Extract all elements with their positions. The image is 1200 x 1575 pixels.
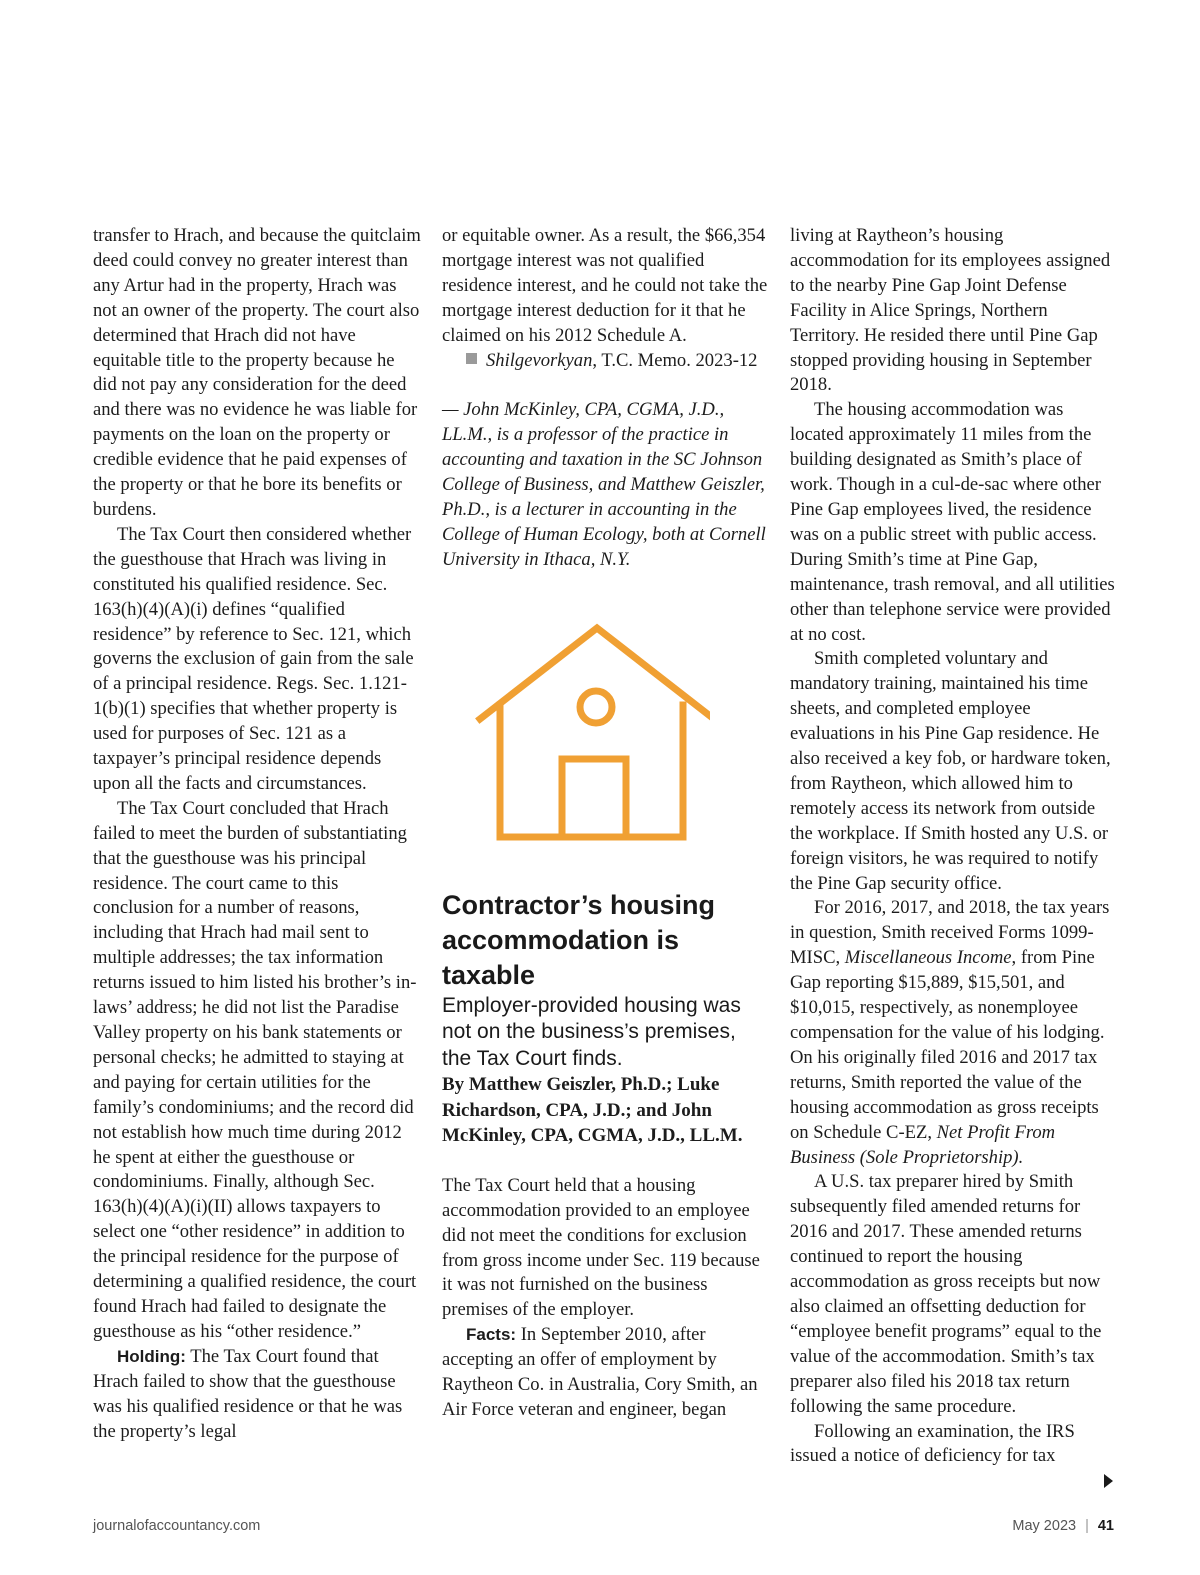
roof-line	[480, 628, 710, 719]
body-paragraph: Following an examination, the IRS issued a notice of deficiency for tax	[790, 1420, 1075, 1467]
facts-label: Facts:	[466, 1325, 517, 1345]
column-2	[442, 224, 770, 1423]
lead-paragraph: The Tax Court held that a housing accommodation provided to an employee did not meet the conditions for exclusion from gross income under Sec. 119 because it was not furnished on the business premises of the employer.	[442, 1174, 760, 1321]
page-number: 41	[1097, 1518, 1114, 1534]
footer-website: journalofaccountancy.com	[93, 1518, 261, 1534]
article-dek: Employer-provided housing was not on the business’s premises, the Tax Court finds.	[442, 993, 741, 1070]
paragraph-text: , from Pine Gap reporting $15,889, $15,501, and $10,015, respectively, as nonemployee compensation for the value of his lodging. On his originally filed 2016 and 2017 tax returns, Smith reported the value of the housing accommodation as gross receipts on Schedule C-EZ,	[790, 947, 1105, 1143]
body-paragraph: transfer to Hrach, and because the quitclaim deed could convey no greater interest than any Artur had in the property, Hrach was not an owner of the property. The court also determined that Hrach did not have equitable title to the property because he did not pay any consideration for the deed and there was no evidence he was liable for payments on the loan on the property or credible evidence that he paid expenses of the property or that he bore its benefits or burdens.	[93, 225, 421, 520]
continued-arrow-icon	[1104, 1474, 1113, 1488]
case-name: Shilgevorkyan	[486, 349, 593, 371]
case-reference: , T.C. Memo. 2023-12	[592, 349, 758, 371]
body-paragraph: A U.S. tax preparer hired by Smith subsequently filed amended returns for 2016 and 2017. These amended returns continued to report the housing accommodation as gross receipts but now also claimed an offsetting deduction for “employee benefit programs” equal to the value of the accommodation. Smith’s tax preparer also filed his 2018 tax return following the same procedure.	[790, 1171, 1102, 1417]
paragraph-text: For 2016, 2017, and 2018, the tax years in question, Smith received Forms 1099-MISC,	[790, 897, 1110, 969]
round-window	[580, 691, 612, 723]
body-paragraph: or equitable owner. As a result, the $66,354 mortgage interest was not qualified residence interest, and he could not take the mortgage interest deduction for it that he claimed on his 2012 Schedule A.	[442, 225, 768, 346]
author-bio: — John McKinley, CPA, CGMA, J.D., LL.M., is a professor of the practice in accounting and taxation in the SC Johnson College of Business, and Matthew Geiszler, Ph.D., is a lecturer in accounting in the College of Human Ecology, both at Cornell University in Ithaca, N.Y.	[442, 399, 766, 570]
holding-label: Holding:	[117, 1346, 186, 1366]
schedule-title: Net Profit From Business (Sole Proprietorship).	[790, 1121, 1056, 1168]
column-1	[93, 224, 421, 1444]
house-icon	[470, 623, 710, 843]
body-paragraph: Smith completed voluntary and mandatory training, maintained his time sheets, and completed employee evaluations in his Pine Gap residence. He also received a key fob, or hardware token, from Raytheon, which allowed him to remotely access its network from outside the workplace. If Smith hosted any U.S. or foreign visitors, he was required to notify the Pine Gap security office.	[790, 648, 1111, 894]
square-bullet-icon	[466, 353, 477, 364]
article-byline: By Matthew Geiszler, Ph.D.; Luke Richardson, CPA, J.D.; and John McKinley, CPA, CGMA, J.D., LL.M.	[442, 1074, 743, 1147]
body-paragraph: living at Raytheon’s housing accommodation for its employees assigned to the nearby Pine Gap Joint Defense Facility in Alice Springs, Northern Territory. He resided there until Pine Gap stopped providing housing in September 2018.	[790, 225, 1111, 396]
case-citation	[442, 349, 770, 374]
issue-date: May 2023	[1012, 1518, 1077, 1534]
body-paragraph: The Tax Court concluded that Hrach failed to meet the burden of substantiating that the guesthouse was his principal residence. The court came to this conclusion for a number of reasons, including that Hrach had mail sent to multiple addresses; the tax information returns issued to him listed his brother’s in-laws’ address; he did not list the Paradise Valley property on his bank statements or personal checks; he admitted to staying at and paying for certain utilities for the family’s condominiums; and the record did not establish how much time during 2012 he spent at either the guesthouse or condominiums. Finally, although Sec. 163(h)(4)(A)(i)(II) allows taxpayers to select one “other residence” in addition to the principal residence for the purpose of determining a qualified residence, the court found Hrach had failed to designate the guesthouse as his “other residence.”	[93, 797, 417, 1342]
body-paragraph	[790, 896, 1116, 1170]
footer-divider: |	[1085, 1518, 1089, 1534]
facts-paragraph	[442, 1323, 770, 1423]
column-3	[790, 224, 1116, 1469]
article-headline: Contractor’s housing accommodation is taxable	[442, 889, 716, 990]
footer-issue	[1012, 1518, 1114, 1534]
holding-paragraph	[93, 1345, 421, 1445]
holding-text: The Tax Court found that Hrach failed to show that the guesthouse was his qualified residence or that he was the property’s legal	[93, 1345, 403, 1442]
body-paragraph: The housing accommodation was located approximately 11 miles from the building designated as Smith’s place of work. Though in a cul-de-sac where other Pine Gap employees lived, the residence was on a public street with public access. During Smith’s time at Pine Gap, maintenance, trash removal, and all utilities other than telephone service were provided at no cost.	[790, 399, 1115, 645]
body-paragraph: The Tax Court then considered whether the guesthouse that Hrach was living in constituted his qualified residence. Sec. 163(h)(4)(A)(i) defines “qualified residence” by reference to Sec. 121, which governs the exclusion of gain from the sale of a principal residence. Regs. Sec. 1.121-1(b)(1) specifies that whether property is used for purposes of Sec. 121 as a taxpayer’s principal residence depends upon all the facts and circumstances.	[93, 523, 414, 794]
facts-text: In September 2010, after accepting an offer of employment by Raytheon Co. in Australia, Cory Smith, an Air Force veteran and engineer, began	[442, 1324, 758, 1420]
form-title: Miscellaneous Income	[844, 947, 1012, 969]
door-outline	[562, 759, 626, 837]
